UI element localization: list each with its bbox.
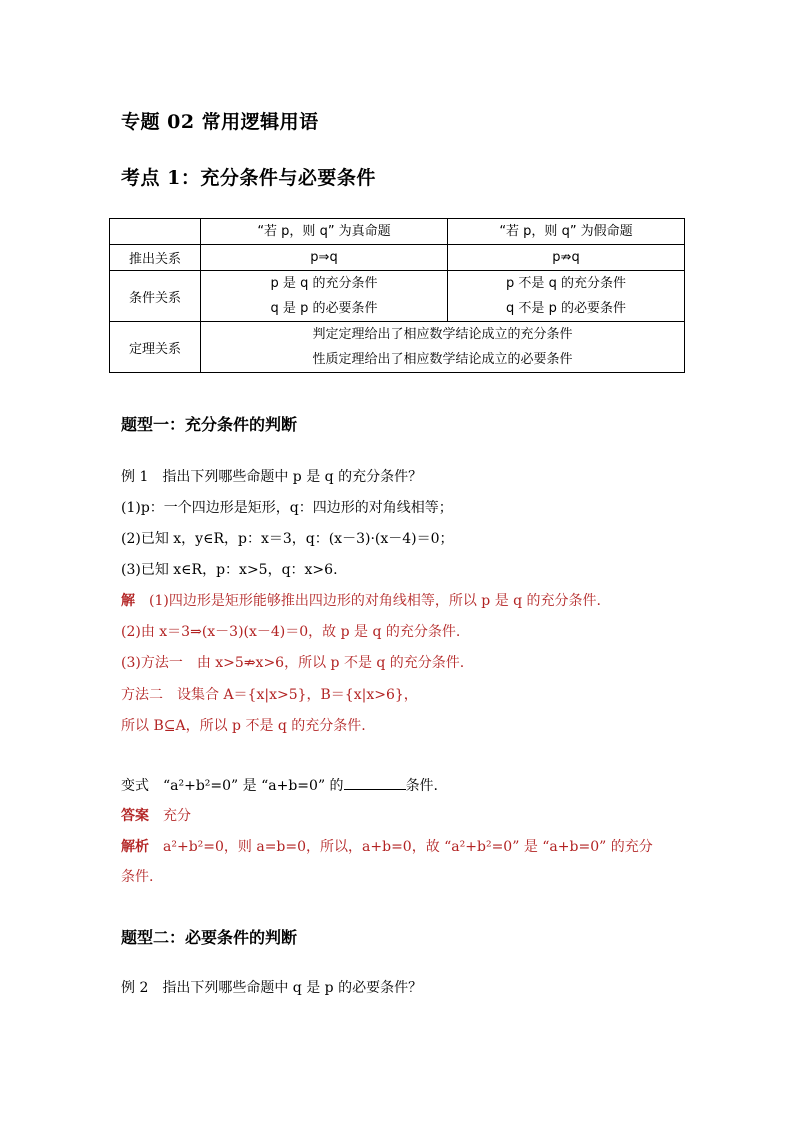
table-row: [110, 245, 685, 271]
type2-heading: 题型二：必要条件的判断: [121, 928, 298, 947]
variant-question: 变式 “a²+b²=0” 是 “a+b=0” 的 条件.: [121, 775, 438, 796]
example2-question: 例 2 指出下列哪些命题中 q 是 p 的必要条件？: [121, 980, 423, 996]
solution-line: 所以 B⊆A，所以 p 不是 q 的充分条件.: [121, 718, 366, 734]
variant-analysis: 解析 a²+b²=0，则 a=b=0，所以，a+b=0，故 “a²+b²=0” 是 “a+b=0” 的充分: [121, 839, 653, 855]
table-cell: p 不是 q 的充分条件 q 不是 p 的必要条件: [448, 271, 685, 322]
section-heading: 考点 1：充分条件与必要条件: [121, 167, 376, 189]
answer-blank: [344, 775, 406, 790]
variant-answer: 答案 充分: [121, 808, 191, 824]
table-row: [110, 271, 685, 322]
variant-analysis-cont: 条件.: [121, 869, 154, 885]
table-header-row: [110, 219, 685, 245]
table-row-label: 定理关系: [110, 322, 201, 373]
example1-item: (2)已知 x，y∈R，p：x＝3，q：(x－3)·(x－4)＝0；: [121, 531, 454, 547]
table-cell: p⇏q: [448, 245, 685, 271]
table-cell: p⇒q: [201, 245, 448, 271]
table-row: [110, 322, 685, 373]
example1-item: (1)p：一个四边形是矩形，q：四边形的对角线相等；: [121, 500, 453, 516]
table-row-label: 条件关系: [110, 271, 201, 322]
type1-heading: 题型一：充分条件的判断: [121, 415, 298, 434]
condition-table: [109, 218, 685, 373]
solution-line: 方法二 设集合 A＝{x|x>5}，B＝{x|x>6}，: [121, 687, 418, 703]
solution-line: 解 (1)四边形是矩形能够推出四边形的对角线相等，所以 p 是 q 的充分条件.: [121, 593, 602, 609]
table-merged-cell: 判定定理给出了相应数学结论成立的充分条件 性质定理给出了相应数学结论成立的必要条件: [201, 322, 685, 373]
table-header-cell: “若 p，则 q” 为假命题: [448, 219, 685, 245]
table-cell: p 是 q 的充分条件 q 是 p 的必要条件: [201, 271, 448, 322]
table-header-cell: “若 p，则 q” 为真命题: [201, 219, 448, 245]
table-header-cell: [110, 219, 201, 245]
page-title: 专题 02 常用逻辑用语: [121, 111, 319, 133]
solution-line: (3)方法一 由 x>5⇏x>6，所以 p 不是 q 的充分条件.: [121, 655, 465, 671]
table-row-label: 推出关系: [110, 245, 201, 271]
solution-line: (2)由 x＝3⇒(x－3)(x－4)＝0，故 p 是 q 的充分条件.: [121, 624, 461, 640]
example1-question: 例 1 指出下列哪些命题中 p 是 q 的充分条件？: [121, 469, 423, 485]
example1-item: (3)已知 x∈R，p：x>5，q：x>6.: [121, 562, 338, 578]
